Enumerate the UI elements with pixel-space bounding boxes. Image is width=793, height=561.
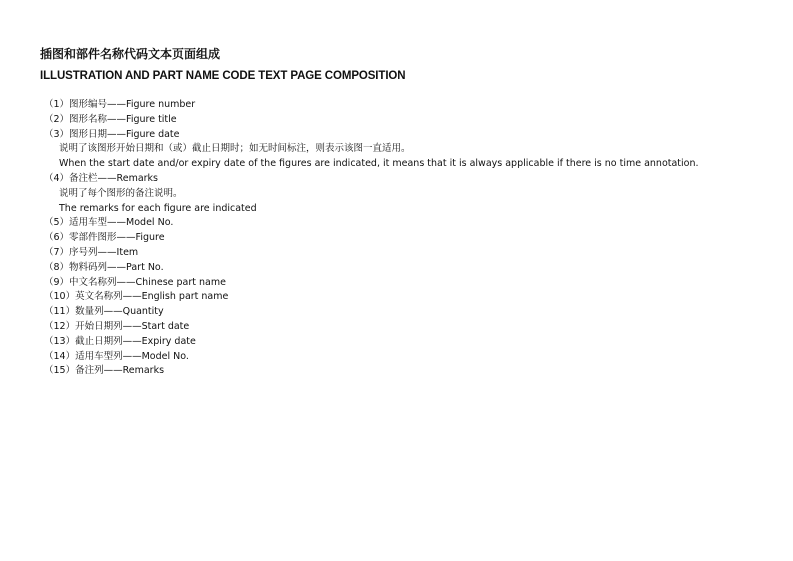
list-item-chinese-name-column: （9）中文名称列——Chinese part name [44, 276, 226, 288]
list-item-quantity-column: （11）数量列——Quantity [44, 306, 164, 318]
list-item-item-column: （7）序号列——Item [44, 246, 139, 258]
list-item-model-no-column: （14）适用车型列——Model No. [44, 350, 189, 362]
list-item-remarks: （4）备注栏——Remarks [44, 172, 158, 184]
list-item-start-date-column: （12）开始日期列——Start date [44, 320, 190, 332]
page-title-english: ILLUSTRATION AND PART NAME CODE TEXT PAGE COMPOSITION [40, 70, 406, 82]
list-item-expiry-date-column: （13）截止日期列——Expiry date [44, 335, 196, 347]
list-item-figure-title: （2）图形名称——Figure title [44, 113, 177, 125]
list-item-figure: （6）零部件图形——Figure [44, 232, 165, 244]
composition-list [44, 98, 699, 379]
list-item-figure-date: （3）图形日期——Figure date [44, 128, 180, 140]
list-item-figure-number: （1）图形编号——Figure number [44, 99, 196, 110]
list-item-remarks-column: （15）备注列——Remarks [44, 365, 165, 377]
remarks-note-chinese: 说明了每个图形的备注说明。 [59, 187, 183, 199]
list-item-part-no-column: （8）物料码列——Part No. [44, 261, 164, 273]
list-item-model-no: （5）适用车型——Model No. [44, 217, 174, 229]
list-item-english-name-column: （10）英文名称列——English part name [44, 291, 229, 303]
remarks-note-english: The remarks for each figure are indicated [59, 202, 257, 214]
page-title-chinese: 插图和部件名称代码文本页面组成 [40, 47, 221, 61]
figure-date-note-english: When the start date and/or expiry date of the figures are indicated, it means that it is always applicable if there is no time annotation. [59, 158, 699, 170]
figure-date-note-chinese: 说明了该图形开始日期和（或）截止日期时；如无时间标注，则表示该图一直适用。 [59, 143, 411, 155]
